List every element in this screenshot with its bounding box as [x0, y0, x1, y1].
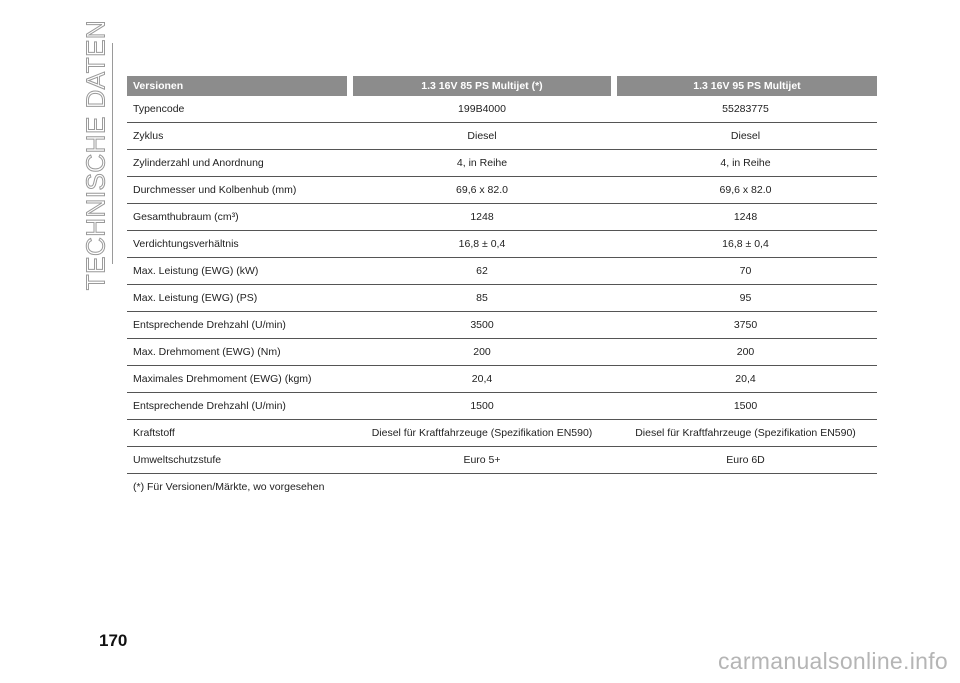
spec-label: Max. Drehmoment (EWG) (Nm) [127, 339, 350, 366]
section-title-text: TECHNISCHE DATEN [80, 19, 111, 291]
spec-value-85ps: Diesel für Kraftfahrzeuge (Spezifikation EN590) [350, 420, 614, 447]
watermark: carmanualsonline.info [717, 648, 948, 674]
engine-spec-table [127, 76, 877, 474]
spec-label: Maximales Drehmoment (EWG) (kgm) [127, 366, 350, 393]
table-row [127, 420, 877, 447]
table-row [127, 258, 877, 285]
spec-value-95ps: 70 [614, 258, 877, 285]
spec-label: Max. Leistung (EWG) (kW) [127, 258, 350, 285]
spec-label: Umweltschutzstufe [127, 447, 350, 474]
spec-value-85ps: 1248 [350, 204, 614, 231]
table-header-row [127, 76, 877, 96]
table-row [127, 447, 877, 474]
table-row [127, 96, 877, 123]
table-body [127, 96, 877, 474]
page-number: 170 [99, 631, 128, 650]
spec-label: Max. Leistung (EWG) (PS) [127, 285, 350, 312]
spec-value-95ps: 20,4 [614, 366, 877, 393]
spec-value-85ps: 199B4000 [350, 96, 614, 123]
spec-value-95ps: 200 [614, 339, 877, 366]
spec-label: Entsprechende Drehzahl (U/min) [127, 393, 350, 420]
spec-value-95ps: 16,8 ± 0,4 [614, 231, 877, 258]
spec-value-85ps: 4, in Reihe [350, 150, 614, 177]
spec-label: Kraftstoff [127, 420, 350, 447]
spec-value-95ps: 1500 [614, 393, 877, 420]
spec-value-95ps: 55283775 [614, 96, 877, 123]
spec-value-85ps: 3500 [350, 312, 614, 339]
spec-label: Zylinderzahl und Anordnung [127, 150, 350, 177]
spec-value-95ps: Euro 6D [614, 447, 877, 474]
header-version-85ps: 1.3 16V 85 PS Multijet (*) [350, 76, 614, 96]
table-row [127, 150, 877, 177]
table-row [127, 366, 877, 393]
table-row [127, 285, 877, 312]
spec-value-95ps: 95 [614, 285, 877, 312]
table-row [127, 204, 877, 231]
table-row [127, 123, 877, 150]
spec-label: Verdichtungsverhältnis [127, 231, 350, 258]
spec-label: Gesamthubraum (cm³) [127, 204, 350, 231]
spec-value-85ps: 69,6 x 82.0 [350, 177, 614, 204]
spec-label: Entsprechende Drehzahl (U/min) [127, 312, 350, 339]
spec-value-85ps: 85 [350, 285, 614, 312]
header-versions: Versionen [127, 76, 350, 96]
table-row [127, 339, 877, 366]
spec-value-85ps: 200 [350, 339, 614, 366]
spec-value-95ps: Diesel [614, 123, 877, 150]
spec-value-85ps: 62 [350, 258, 614, 285]
spec-value-85ps: 16,8 ± 0,4 [350, 231, 614, 258]
spec-value-95ps: 69,6 x 82.0 [614, 177, 877, 204]
header-version-95ps: 1.3 16V 95 PS Multijet [614, 76, 877, 96]
table-row [127, 393, 877, 420]
footnote: (*) Für Versionen/Märkte, wo vorgesehen [133, 481, 325, 493]
spec-value-95ps: 1248 [614, 204, 877, 231]
table-row [127, 177, 877, 204]
spec-value-85ps: 1500 [350, 393, 614, 420]
table-row [127, 312, 877, 339]
spec-label: Typencode [127, 96, 350, 123]
spec-value-85ps: 20,4 [350, 366, 614, 393]
spec-label: Durchmesser und Kolbenhub (mm) [127, 177, 350, 204]
section-divider [112, 43, 113, 264]
section-title [76, 19, 116, 291]
spec-value-85ps: Euro 5+ [350, 447, 614, 474]
spec-value-95ps: 4, in Reihe [614, 150, 877, 177]
spec-value-85ps: Diesel [350, 123, 614, 150]
spec-value-95ps: Diesel für Kraftfahrzeuge (Spezifikation EN590) [614, 420, 877, 447]
table-row [127, 231, 877, 258]
spec-value-95ps: 3750 [614, 312, 877, 339]
spec-label: Zyklus [127, 123, 350, 150]
